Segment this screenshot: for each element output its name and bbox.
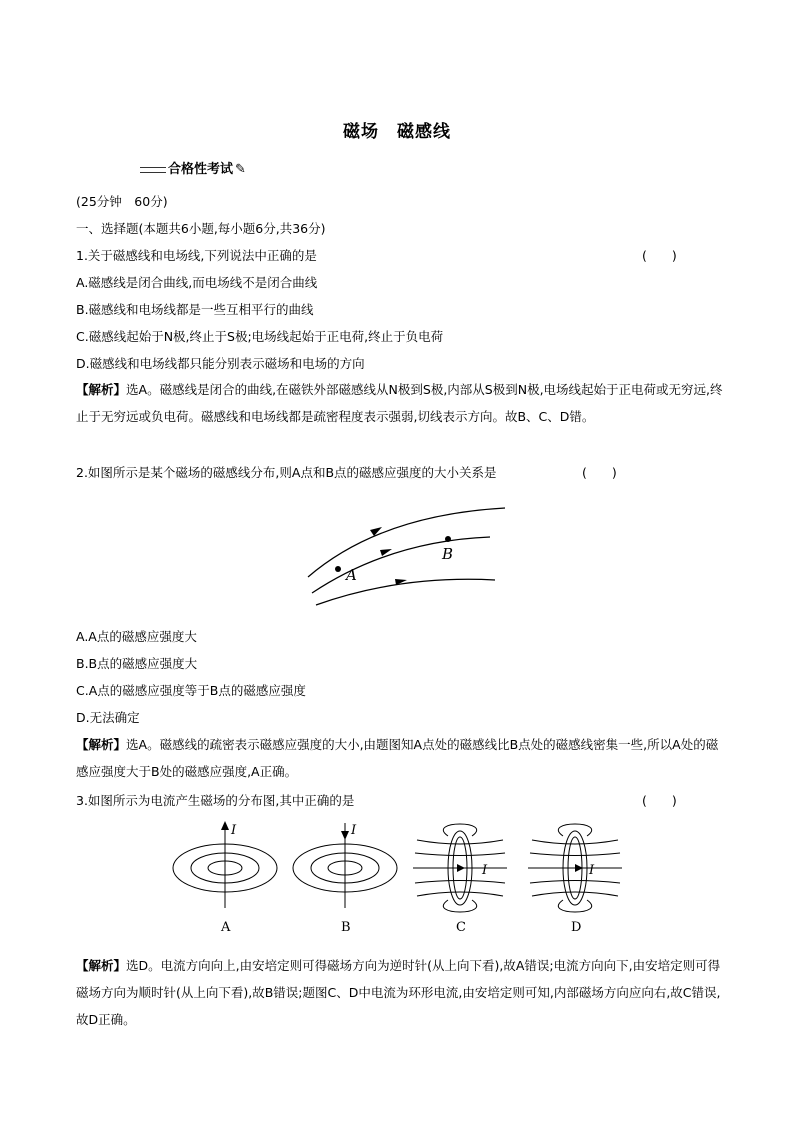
panel-c-current-label: I bbox=[482, 863, 488, 878]
q1-stem: 1.关于磁感线和电场线,下列说法中正确的是 bbox=[76, 248, 317, 263]
q3-answer-bracket: ( ) bbox=[642, 793, 677, 808]
panel-c-label: C bbox=[456, 920, 466, 935]
q1-analysis bbox=[76, 376, 726, 430]
panel-b-current-label: I bbox=[351, 823, 357, 838]
panel-a-straight-wire bbox=[173, 823, 277, 908]
q3-analysis bbox=[76, 952, 726, 1033]
q2-field-line-figure bbox=[290, 505, 510, 615]
q2-analysis-tag: 【解析】 bbox=[76, 737, 127, 752]
q2-option-b: B.B点的磁感应强度大 bbox=[76, 656, 198, 671]
panel-a-current-arrow bbox=[221, 821, 229, 830]
q2-analysis-text: 选A。磁感线的疏密表示磁感应强度的大小,由题图知A点处的磁感线比B点处的磁感线密集一些,所以A处的磁感应强度大于B处的磁感应强度,A正确。 bbox=[76, 737, 719, 779]
q3-analysis-text: 选D。电流方向向上,由安培定则可得磁场方向为逆时针(从上向下看),故A错误;电流方向向下,由安培定则可得磁场方向为顺时针(从上向下看),故B错误;题图C、D中电流为环形电流,由安培定则可知,内部磁场方向应向右,故C错误,故D正确。 bbox=[76, 958, 721, 1027]
field-line-lower bbox=[316, 579, 495, 605]
q1-answer-bracket: ( ) bbox=[642, 248, 677, 263]
point-a-dot bbox=[335, 566, 341, 572]
panel-d-current-label: I bbox=[589, 863, 595, 878]
panel-d-label: D bbox=[571, 920, 582, 935]
time-score: (25分钟 60分) bbox=[76, 194, 168, 209]
pencil-icon: ✎ bbox=[235, 162, 246, 177]
q1-option-a: A.磁感线是闭合曲线,而电场线不是闭合曲线 bbox=[76, 275, 318, 290]
q1-analysis-tag: 【解析】 bbox=[76, 382, 127, 397]
panel-c-axis-arrow bbox=[457, 864, 465, 872]
panel-b-label: B bbox=[341, 920, 351, 935]
panel-b-current-arrow bbox=[341, 831, 349, 840]
section-rule bbox=[140, 167, 166, 173]
arrow-upper bbox=[370, 527, 382, 536]
q3-stem: 3.如图所示为电流产生磁场的分布图,其中正确的是 bbox=[76, 793, 355, 808]
q3-analysis-tag: 【解析】 bbox=[76, 958, 127, 973]
point-b-dot bbox=[445, 536, 451, 542]
part-heading: 一、选择题(本题共6小题,每小题6分,共36分) bbox=[76, 221, 326, 236]
point-b-label: B bbox=[442, 545, 454, 563]
q2-answer-bracket: ( ) bbox=[582, 465, 617, 480]
q2-stem: 2.如图所示是某个磁场的磁感线分布,则A点和B点的磁感应强度的大小关系是 bbox=[76, 465, 497, 480]
q2-analysis bbox=[76, 731, 726, 785]
q2-option-a: A.A点的磁感应强度大 bbox=[76, 629, 197, 644]
q1-option-c: C.磁感线起始于N极,终止于S极;电场线起始于正电荷,终止于负电荷 bbox=[76, 329, 444, 344]
point-a-label: A bbox=[346, 566, 357, 584]
section-label-text: 合格性考试 bbox=[168, 162, 234, 177]
q3-current-field-figure bbox=[165, 818, 625, 940]
section-label bbox=[140, 158, 246, 177]
q1-analysis-text: 选A。磁感线是闭合的曲线,在磁铁外部磁感线从N极到S极,内部从S极到N极,电场线起始于正电荷或无穷远,终止于无穷远或负电荷。磁感线和电场线都是疏密程度表示强弱,切线表示方向。故B、C、D错。 bbox=[76, 382, 723, 424]
page-title: 磁场 磁感线 bbox=[343, 122, 451, 142]
q1-option-b: B.磁感线和电场线都是一些互相平行的曲线 bbox=[76, 302, 314, 317]
panel-a-label: A bbox=[221, 920, 231, 935]
q2-option-d: D.无法确定 bbox=[76, 710, 140, 725]
q2-option-c: C.A点的磁感应强度等于B点的磁感应强度 bbox=[76, 683, 306, 698]
q1-option-d: D.磁感线和电场线都只能分别表示磁场和电场的方向 bbox=[76, 356, 365, 371]
panel-a-current-label: I bbox=[231, 823, 237, 838]
